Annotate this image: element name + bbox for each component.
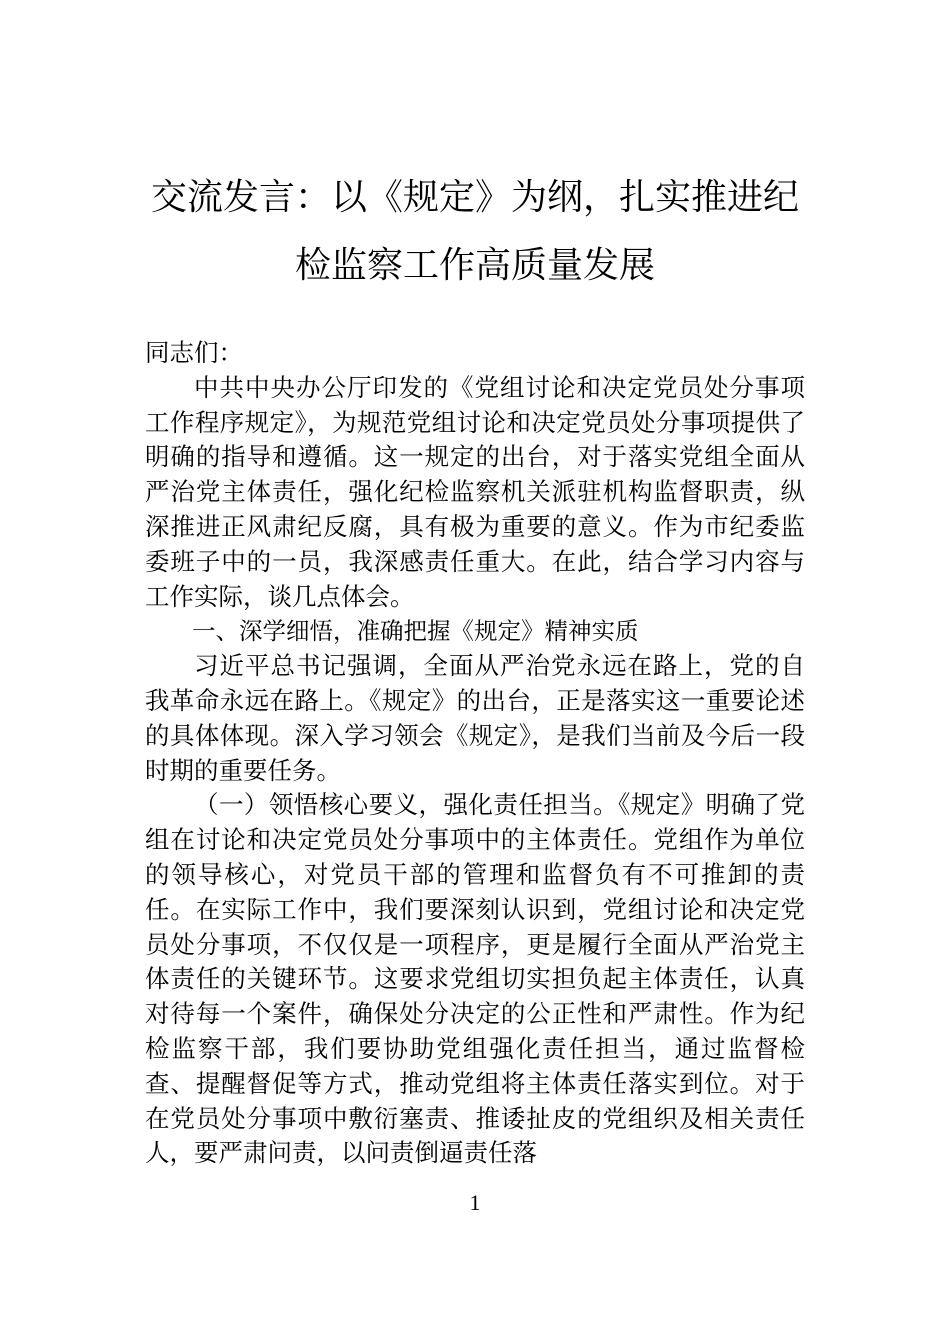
section-paragraph: 习近平总书记强调，全面从严治党永远在路上，党的自我革命永远在路上。《规定》的出台，正是落实这一重要论述的具体体现。深入学习领会《规定》，是我们当前及今后一段时期的重要任务。 (145, 651, 805, 785)
document-title-line-2: 检监察工作高质量发展 (294, 245, 655, 286)
page-number: 1 (469, 1190, 481, 1215)
section-paragraph: （一）领悟核心要义，强化责任担当。《规定》明确了党组在讨论和决定党员处分事项中的主体责任。党组作为单位的领导核心，对党员干部的管理和监督负有不可推卸的责任。在实际工作中，我们要深刻认识到，党组讨论和决定党员处分事项，不仅仅是一项程序，更是履行全面从严治党主体责任的关键环节。这要求党组切实担负起主体责任，认真对待每一个案件，确保处分决定的公正性和严肃性。作为纪检监察干部，我们要协助党组强化责任担当，通过监督检查、提醒督促等方式，推动党组将主体责任落实到位。对于在党员处分事项中敷衍塞责、推诿扯皮的党组织及相关责任人，要严肃问责，以问责倒逼责任落 (145, 790, 805, 1168)
section-heading: 一、深学细悟，准确把握《规定》精神实质 (192, 617, 639, 646)
intro-paragraph: 中共中央办公厅印发的《党组讨论和决定党员处分事项工作程序规定》，为规范党组讨论和决定党员处分事项提供了明确的指导和遵循。这一规定的出台，对于落实党组全面从严治党主体责任，强化纪检监察机关派驻机构监督职责，纵深推进正风肃纪反腐，具有极为重要的意义。作为市纪委监委班子中的一员，我深感责任重大。在此，结合学习内容与工作实际，谈几点体会。 (145, 372, 805, 611)
document-title-line-1: 交流发言：以《规定》为纲，扎实推进纪 (150, 177, 799, 218)
salutation: 同志们： (145, 338, 243, 367)
document-body (145, 336, 805, 1171)
